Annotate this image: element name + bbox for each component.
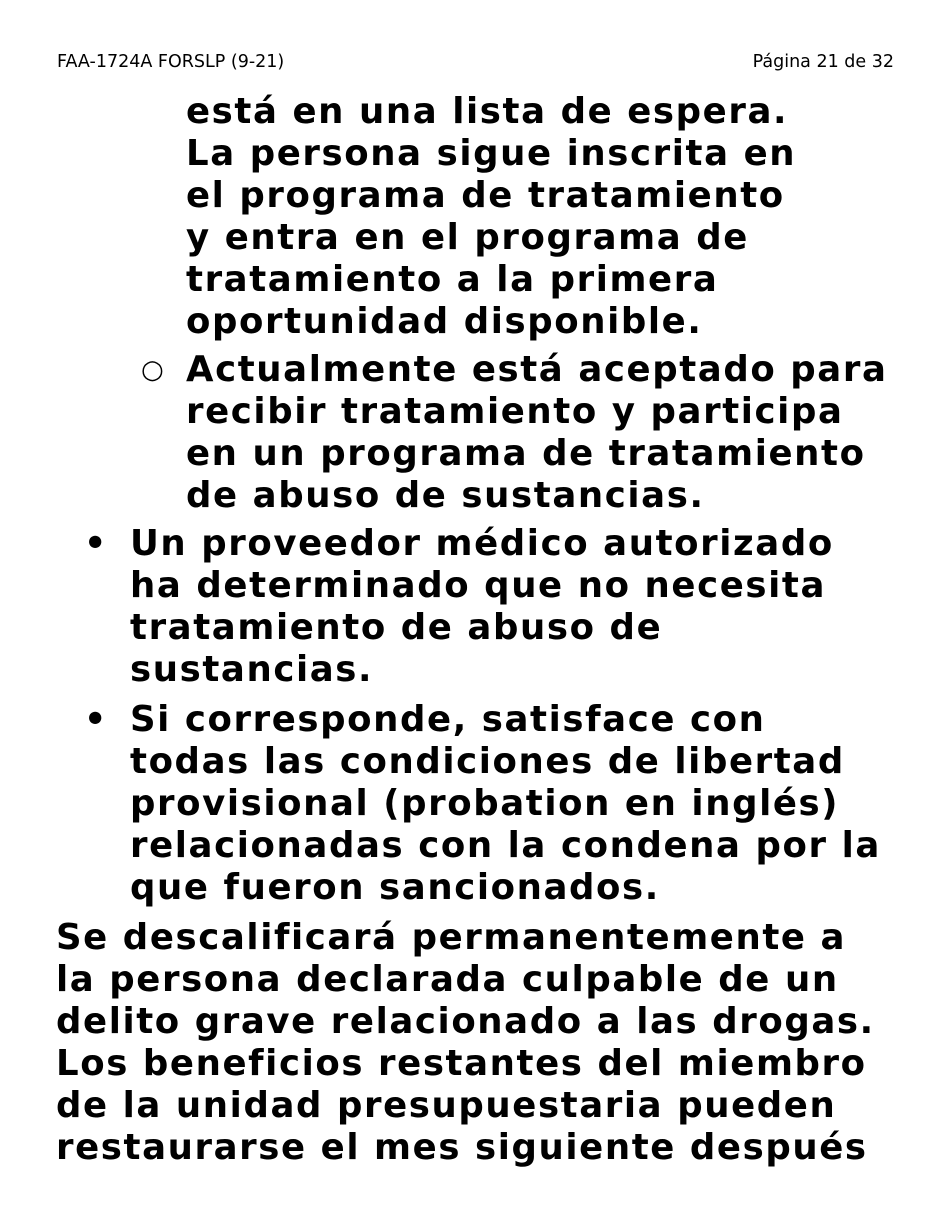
sub-bullet-item — [0, 349, 950, 517]
text-line: de abuso de sustancias. — [186, 475, 705, 516]
text-line: que fueron sancionados. — [130, 867, 660, 908]
text-line: delito grave relacionado a las drogas. — [56, 1001, 875, 1042]
text-line: recibir tratamiento y participa — [186, 391, 844, 432]
document-body — [0, 91, 950, 1169]
text-line: Los beneficios restantes del miembro — [56, 1043, 867, 1084]
text-line: La persona sigue inscrita en — [186, 133, 797, 174]
text-line: tratamiento a la primera — [186, 259, 719, 300]
continuation-text — [0, 91, 950, 343]
text-line: tratamiento de abuso de — [130, 607, 663, 648]
bullet-item — [0, 699, 950, 909]
text-line: la persona declarada culpable de un — [56, 959, 839, 1000]
text-line: relacionadas con la condena por la — [130, 825, 881, 866]
text-line: Un proveedor médico autorizado — [130, 523, 834, 564]
text-line: Si corresponde, satisface con — [130, 699, 766, 740]
text-line: de la unidad presupuestaria pueden — [56, 1085, 837, 1126]
text-line: el programa de tratamiento — [186, 175, 785, 216]
text-line: oportunidad disponible. — [186, 301, 703, 342]
page-number: Página 21 de 32 — [752, 52, 894, 72]
closing-paragraph — [0, 917, 950, 1169]
text-line: ha determinado que no necesita — [130, 565, 827, 606]
text-line: provisional (probation en inglés) — [130, 783, 840, 824]
text-line: sustancias. — [130, 649, 374, 690]
bullet-item — [0, 523, 950, 691]
filled-bullet-icon: • — [84, 524, 107, 564]
text-line: en un programa de tratamiento — [186, 433, 866, 474]
page-header — [57, 52, 894, 76]
form-id: FAA-1724A FORSLP (9-21) — [57, 52, 285, 72]
text-line: está en una lista de espera. — [186, 91, 789, 132]
text-line: todas las condiciones de libertad — [130, 741, 845, 782]
text-line: restaurarse el mes siguiente después — [56, 1127, 868, 1168]
filled-bullet-icon: • — [84, 700, 107, 740]
text-line: Actualmente está aceptado para — [186, 349, 888, 390]
text-line: y entra en el programa de — [186, 217, 749, 258]
text-line: Se descalificará permanentemente a — [56, 917, 847, 958]
hollow-circle-bullet-icon: ○ — [141, 355, 164, 385]
